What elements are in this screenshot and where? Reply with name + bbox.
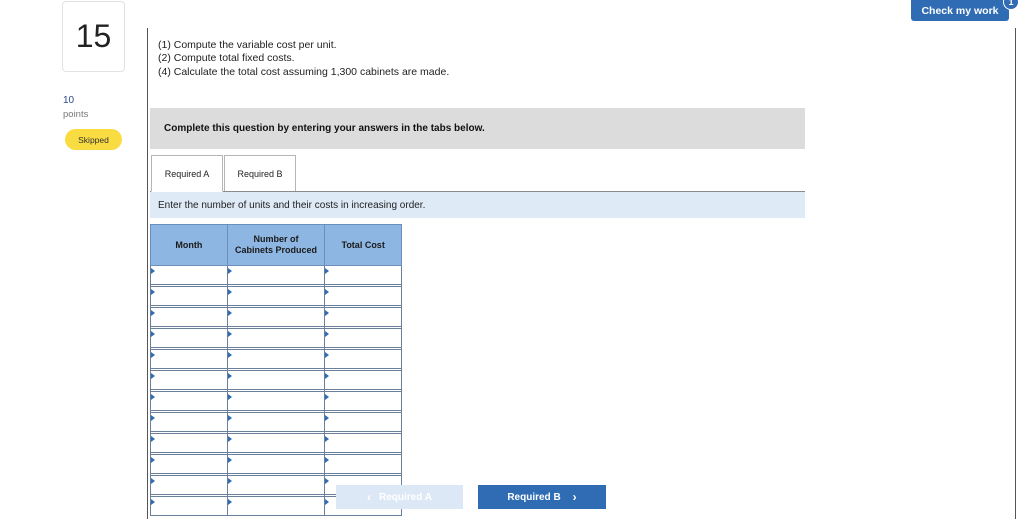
question-number: 15 — [62, 1, 125, 72]
table-cell — [151, 434, 228, 453]
table-cell — [151, 476, 228, 495]
table-cell — [151, 371, 228, 390]
table-row — [151, 455, 402, 474]
cell-marker-icon — [228, 331, 232, 337]
table-cell — [325, 287, 402, 306]
cabinets-input[interactable] — [228, 269, 325, 284]
cell-marker-icon — [151, 415, 155, 421]
instruction-text: Complete this question by entering your answers in the tabs below. — [164, 123, 485, 134]
question-line-1: (1) Compute the variable cost per unit. — [158, 39, 337, 51]
table-row — [151, 329, 402, 348]
left-divider — [147, 28, 148, 519]
table-cell — [227, 434, 325, 453]
table-cell — [227, 308, 325, 327]
cell-marker-icon — [151, 289, 155, 295]
prompt-banner — [150, 192, 805, 218]
total-cost-input[interactable] — [325, 353, 401, 368]
chevron-right-icon: › — [572, 490, 577, 504]
points-value: 10 — [63, 95, 75, 106]
cell-marker-icon — [325, 352, 329, 358]
cell-marker-icon — [325, 415, 329, 421]
check-my-work-button[interactable]: Check my work — [911, 0, 1009, 21]
table-cell — [227, 476, 325, 495]
table-cell — [227, 287, 325, 306]
table-row — [151, 287, 402, 306]
question-line-3: (4) Calculate the total cost assuming 1,300 cabinets are made. — [158, 66, 450, 78]
cell-marker-icon — [325, 373, 329, 379]
table-cell — [151, 266, 228, 285]
table-cell — [325, 371, 402, 390]
table-header-row — [151, 225, 402, 266]
table-cell — [325, 329, 402, 348]
tab-required-b[interactable]: Required B — [224, 155, 296, 192]
table-cell — [325, 266, 402, 285]
cabinets-input[interactable] — [228, 353, 325, 368]
table-cell — [227, 329, 325, 348]
cabinets-input[interactable] — [228, 311, 325, 326]
cell-marker-icon — [151, 457, 155, 463]
total-cost-input[interactable] — [325, 395, 401, 410]
month-input[interactable] — [151, 374, 227, 389]
cell-marker-icon — [151, 352, 155, 358]
cell-marker-icon — [325, 310, 329, 316]
prompt-text: Enter the number of units and their costs in increasing order. — [158, 199, 426, 211]
total-cost-input[interactable] — [325, 311, 401, 326]
total-cost-input[interactable] — [325, 374, 401, 389]
cell-marker-icon — [228, 310, 232, 316]
cell-marker-icon — [151, 373, 155, 379]
table-cell — [325, 350, 402, 369]
header-cabinets-produced — [227, 225, 325, 266]
month-input[interactable] — [151, 332, 227, 347]
cell-marker-icon — [151, 436, 155, 442]
month-input[interactable] — [151, 311, 227, 326]
cell-marker-icon — [325, 436, 329, 442]
month-input[interactable] — [151, 290, 227, 305]
cell-marker-icon — [228, 415, 232, 421]
table-cell — [151, 413, 228, 432]
chevron-left-icon: ‹ — [367, 490, 372, 504]
cabinets-input[interactable] — [228, 479, 325, 494]
month-input[interactable] — [151, 479, 227, 494]
table-cell — [227, 350, 325, 369]
table-cell — [151, 455, 228, 474]
table-cell — [325, 455, 402, 474]
cabinets-input[interactable] — [228, 290, 325, 305]
total-cost-input[interactable] — [325, 416, 401, 431]
cabinets-input[interactable] — [228, 374, 325, 389]
header-cabinets-line-2: Cabinets Produced — [235, 245, 318, 255]
header-cabinets-line-1: Number of — [253, 234, 299, 244]
cabinets-input[interactable] — [228, 332, 325, 347]
cell-marker-icon — [325, 331, 329, 337]
table-cell — [325, 308, 402, 327]
cell-marker-icon — [325, 394, 329, 400]
header-month: Month — [151, 225, 228, 266]
table-row — [151, 371, 402, 390]
table-row — [151, 413, 402, 432]
table-cell — [151, 287, 228, 306]
total-cost-input[interactable] — [325, 332, 401, 347]
table-row — [151, 350, 402, 369]
answer-table — [150, 224, 402, 516]
instruction-banner — [150, 108, 805, 149]
check-count-badge: 1 — [1003, 0, 1019, 10]
cell-marker-icon — [228, 352, 232, 358]
next-required-b-button[interactable] — [478, 485, 606, 509]
cabinets-input[interactable] — [228, 395, 325, 410]
table-row — [151, 392, 402, 411]
table-cell — [227, 392, 325, 411]
table-cell — [151, 392, 228, 411]
total-cost-input[interactable] — [325, 269, 401, 284]
cell-marker-icon — [228, 373, 232, 379]
table-cell — [227, 266, 325, 285]
cabinets-input[interactable] — [228, 458, 325, 473]
cell-marker-icon — [325, 289, 329, 295]
month-input[interactable] — [151, 437, 227, 452]
table-row — [151, 266, 402, 285]
cell-marker-icon — [228, 268, 232, 274]
table-cell — [151, 497, 228, 516]
prev-required-a-button[interactable] — [336, 485, 463, 509]
month-input[interactable] — [151, 500, 227, 515]
table-cell — [151, 308, 228, 327]
table-cell — [227, 413, 325, 432]
prev-label: Required A — [379, 491, 432, 503]
cabinets-input[interactable] — [228, 416, 325, 431]
next-label: Required B — [507, 491, 561, 503]
table-cell — [325, 392, 402, 411]
cell-marker-icon — [228, 499, 232, 505]
cell-marker-icon — [325, 457, 329, 463]
cell-marker-icon — [228, 457, 232, 463]
table-cell — [325, 434, 402, 453]
cell-marker-icon — [151, 331, 155, 337]
table-row — [151, 308, 402, 327]
cell-marker-icon — [228, 289, 232, 295]
tab-required-a[interactable]: Required A — [151, 155, 223, 192]
month-input[interactable] — [151, 353, 227, 368]
cell-marker-icon — [228, 436, 232, 442]
cell-marker-icon — [325, 478, 329, 484]
month-input[interactable] — [151, 395, 227, 410]
table-cell — [227, 455, 325, 474]
cell-marker-icon — [325, 268, 329, 274]
table-body — [151, 266, 402, 516]
cell-marker-icon — [151, 310, 155, 316]
month-input[interactable] — [151, 269, 227, 284]
month-input[interactable] — [151, 416, 227, 431]
table-cell — [151, 350, 228, 369]
header-total-cost: Total Cost — [325, 225, 402, 266]
cell-marker-icon — [228, 478, 232, 484]
total-cost-input[interactable] — [325, 290, 401, 305]
table-cell — [325, 413, 402, 432]
points-label: points — [63, 109, 89, 120]
table-cell — [151, 329, 228, 348]
cell-marker-icon — [151, 394, 155, 400]
status-badge: Skipped — [65, 129, 122, 150]
cell-marker-icon — [325, 499, 329, 505]
cell-marker-icon — [151, 268, 155, 274]
total-cost-input[interactable] — [325, 437, 401, 452]
question-line-2: (2) Compute total fixed costs. — [158, 52, 295, 64]
table-cell — [227, 497, 325, 516]
table-row — [151, 434, 402, 453]
right-divider — [1015, 28, 1016, 519]
cell-marker-icon — [228, 394, 232, 400]
cabinets-input[interactable] — [228, 437, 325, 452]
cabinets-input[interactable] — [228, 500, 325, 515]
cell-marker-icon — [151, 478, 155, 484]
cell-marker-icon — [151, 499, 155, 505]
month-input[interactable] — [151, 458, 227, 473]
table-cell — [227, 371, 325, 390]
total-cost-input[interactable] — [325, 458, 401, 473]
